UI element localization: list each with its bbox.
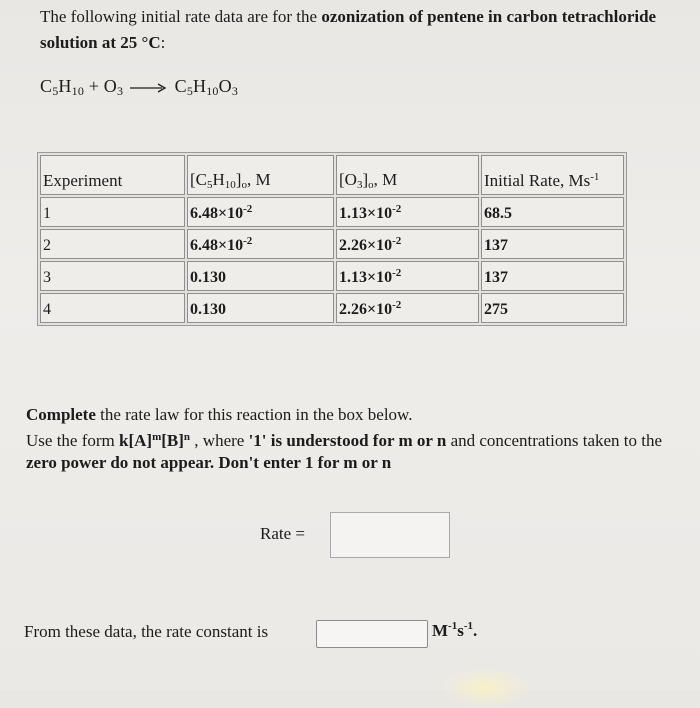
table-row <box>40 229 624 259</box>
photo-glare <box>440 668 530 708</box>
rate-constant-label: From these data, the rate constant is <box>24 622 269 641</box>
ozone-conc: $1.13\times 10^{-2}$ <box>336 197 479 227</box>
reaction-equation: $C_5H_{10} + O_3$ $C_5H_{10}O_3$ <box>40 76 239 98</box>
instructions <box>26 404 676 474</box>
initial-rate: 137 <box>481 229 624 259</box>
intro-text: The following initial rate data are for the <box>40 7 322 26</box>
experiment-number: 1 <box>40 197 185 227</box>
intro-colon: : <box>160 33 166 52</box>
pentene-conc: $6.48\times 10^{-2}$ <box>187 229 334 259</box>
experiment-number: 2 <box>40 229 185 259</box>
reaction-arrow-icon <box>130 77 168 98</box>
complete-rest: the rate law for this reaction in the box below. <box>95 405 413 424</box>
pentene-conc: 0.130 <box>187 293 334 323</box>
initial-rate: 137 <box>481 261 624 291</box>
pentene-conc: $6.48\times 10^{-2}$ <box>187 197 334 227</box>
question-intro <box>40 4 660 56</box>
reactant-pentene: $C_5H_{10}$ <box>40 76 85 98</box>
experiment-number: 4 <box>40 293 185 323</box>
header-ozone-conc: $[O_3]_o$, M <box>336 155 479 195</box>
ozone-conc: $1.13\times 10^{-2}$ <box>336 261 479 291</box>
header-initial-rate: Initial Rate, $Ms^{-1}$ <box>481 155 624 195</box>
experiment-number: 3 <box>40 261 185 291</box>
ozone-conc: $2.26\times 10^{-2}$ <box>336 229 479 259</box>
rate-label: Rate = <box>260 524 305 543</box>
rate-law-input[interactable] <box>330 512 450 558</box>
rate-data-table <box>37 152 627 326</box>
table-row <box>40 293 624 323</box>
table-header-row <box>40 155 624 195</box>
table-row <box>40 261 624 291</box>
use-form-text: Use the form <box>26 431 120 450</box>
header-pentene-conc: $[C_5H_{10}]_o$, M <box>187 155 334 195</box>
complete-word: Complete <box>26 405 96 424</box>
rate-constant-units: $M^{-1}s^{-1}$. <box>432 620 478 640</box>
pentene-conc: 0.130 <box>187 261 334 291</box>
ozone-conc: $2.26\times 10^{-2}$ <box>336 293 479 323</box>
table-row <box>40 197 624 227</box>
rate-constant-input[interactable] <box>316 620 428 648</box>
form-expression: $k[A]^m[B]^n$ <box>119 431 191 450</box>
initial-rate: 68.5 <box>481 197 624 227</box>
product-ozonide: $C_5H_{10}O_3$ <box>174 76 239 98</box>
reactant-ozone: $O_3$ <box>103 76 124 98</box>
intro-bold: ozonization of pentene in carbon tetrachloride solution at 25 °C <box>40 7 657 52</box>
header-experiment: Experiment <box>40 155 185 195</box>
where-text: , where '1' is understood for m or n and concentrations taken to the zero power do not appear. Don't enter 1 for m or n <box>26 431 663 472</box>
initial-rate: 275 <box>481 293 624 323</box>
